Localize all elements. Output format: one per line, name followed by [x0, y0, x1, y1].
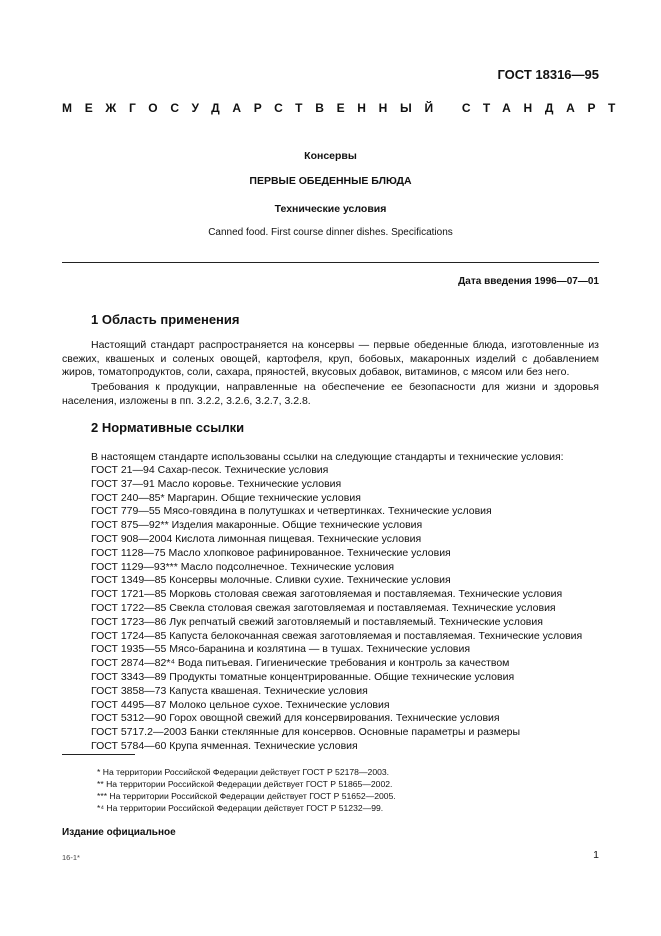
reference-item: ГОСТ 21—94 Сахар-песок. Технические условия	[91, 464, 329, 476]
section-2-heading: 2 Нормативные ссылки	[91, 420, 245, 435]
footnotes-list	[97, 766, 396, 814]
standard-code: ГОСТ 18316—95	[497, 67, 599, 82]
footnote-divider	[62, 754, 135, 755]
references-intro: В настоящем стандарте использованы ссылки на следующие стандарты и технические условия:	[91, 451, 564, 463]
document-kind: Консервы	[304, 150, 357, 162]
reference-item: ГОСТ 4495—87 Молоко цельное сухое. Технические условия	[91, 698, 390, 711]
reference-item: ГОСТ 1935—55 Мясо-баранина и козлятина — в тушах. Технические условия	[91, 643, 471, 656]
section-1-paragraph-2	[62, 381, 599, 408]
footnote: * На территории Российской Федерации действует ГОСТ Р 52178—2003.	[97, 767, 390, 777]
reference-item: ГОСТ 3343—89 Продукты томатные концентрированные. Общие технические условия	[91, 670, 515, 683]
reference-item: ГОСТ 1721—85 Морковь столовая свежая заготовляемая и поставляемая. Технические условия	[91, 588, 563, 601]
section-1-heading: 1 Область применения	[91, 312, 240, 327]
official-edition-label: Издание официальное	[62, 827, 176, 838]
footnote: *** На территории Российской Федерации действует ГОСТ Р 51652—2005.	[97, 791, 396, 801]
interstate-standard-label: МЕЖГОСУДАРСТВЕННЫЙ СТАНДАРТ	[62, 101, 629, 115]
reference-item: ГОСТ 2874—82*⁴ Вода питьевая. Гигиенические требования и контроль за качеством	[91, 657, 510, 670]
reference-item: ГОСТ 1724—85 Капуста белокочанная свежая заготовляемая и поставляемая. Технические условия	[91, 629, 583, 642]
page-title: ПЕРВЫЕ ОБЕДЕННЫЕ БЛЮДА	[249, 175, 412, 187]
reference-item: ГОСТ 908—2004 Кислота лимонная пищевая. Технические условия	[91, 532, 422, 545]
english-title: Canned food. First course dinner dishes. Specifications	[208, 227, 453, 238]
title-divider	[62, 262, 599, 263]
footnote: ** На территории Российской Федерации действует ГОСТ Р 51865—2002.	[97, 779, 393, 789]
reference-item: ГОСТ 5784—60 Крупа ячменная. Технические условия	[91, 739, 358, 752]
reference-item: ГОСТ 1349—85 Консервы молочные. Сливки сухие. Технические условия	[91, 574, 451, 587]
paragraph-text: Настоящий стандарт распространяется на консервы — первые обеденные блюда, изготовленные из свежих, квашеных и соленых овощей, картофеля, круп, бобовых, макаронных изделий с добавлением жиров, томатопродуктов, соли, сахара, пряностей, вкусовых добавок, витаминов, с мясом или без него.	[62, 339, 599, 379]
references-list	[91, 464, 582, 754]
paragraph-text: Требования к продукции, направленные на обеспечение ее безопасности для жизни и здоровья населения, изложены в пп. 3.2.2, 3.2.6, 3.2.7, 3.2.8.	[62, 381, 599, 407]
reference-item: ГОСТ 1128—75 Масло хлопковое рафинированное. Технические условия	[91, 546, 451, 559]
document-subtitle: Технические условия	[274, 203, 387, 215]
reference-item: ГОСТ 240—85* Маргарин. Общие технические условия	[91, 491, 361, 504]
reference-item: ГОСТ 5717.2—2003 Банки стеклянные для консервов. Основные параметры и размеры	[91, 726, 521, 739]
reference-item: ГОСТ 37—91 Масло коровье. Технические условия	[91, 477, 342, 490]
page-number: 1	[593, 849, 599, 861]
reference-item: ГОСТ 779—55 Мясо-говядина в полутушках и четвертинках. Технические условия	[91, 505, 492, 518]
reference-item: ГОСТ 5312—90 Горох овощной свежий для консервирования. Технические условия	[91, 712, 500, 725]
section-1-paragraph-1	[62, 339, 599, 380]
reference-item: ГОСТ 1722—85 Свекла столовая свежая заготовляемая и поставляемая. Технические условия	[91, 601, 556, 614]
sheet-mark: 16-1*	[62, 853, 80, 862]
introduction-date: Дата введения 1996—07—01	[458, 276, 599, 287]
footnote: *⁴ На территории Российской Федерации действует ГОСТ Р 51232—99.	[97, 803, 384, 813]
reference-item: ГОСТ 875—92** Изделия макаронные. Общие технические условия	[91, 519, 423, 532]
reference-item: ГОСТ 1723—86 Лук репчатый свежий заготовляемый и поставляемый. Технические условия	[91, 615, 543, 628]
reference-item: ГОСТ 3858—73 Капуста квашеная. Технические условия	[91, 684, 368, 697]
reference-item: ГОСТ 1129—93*** Масло подсолнечное. Технические условия	[91, 560, 395, 573]
